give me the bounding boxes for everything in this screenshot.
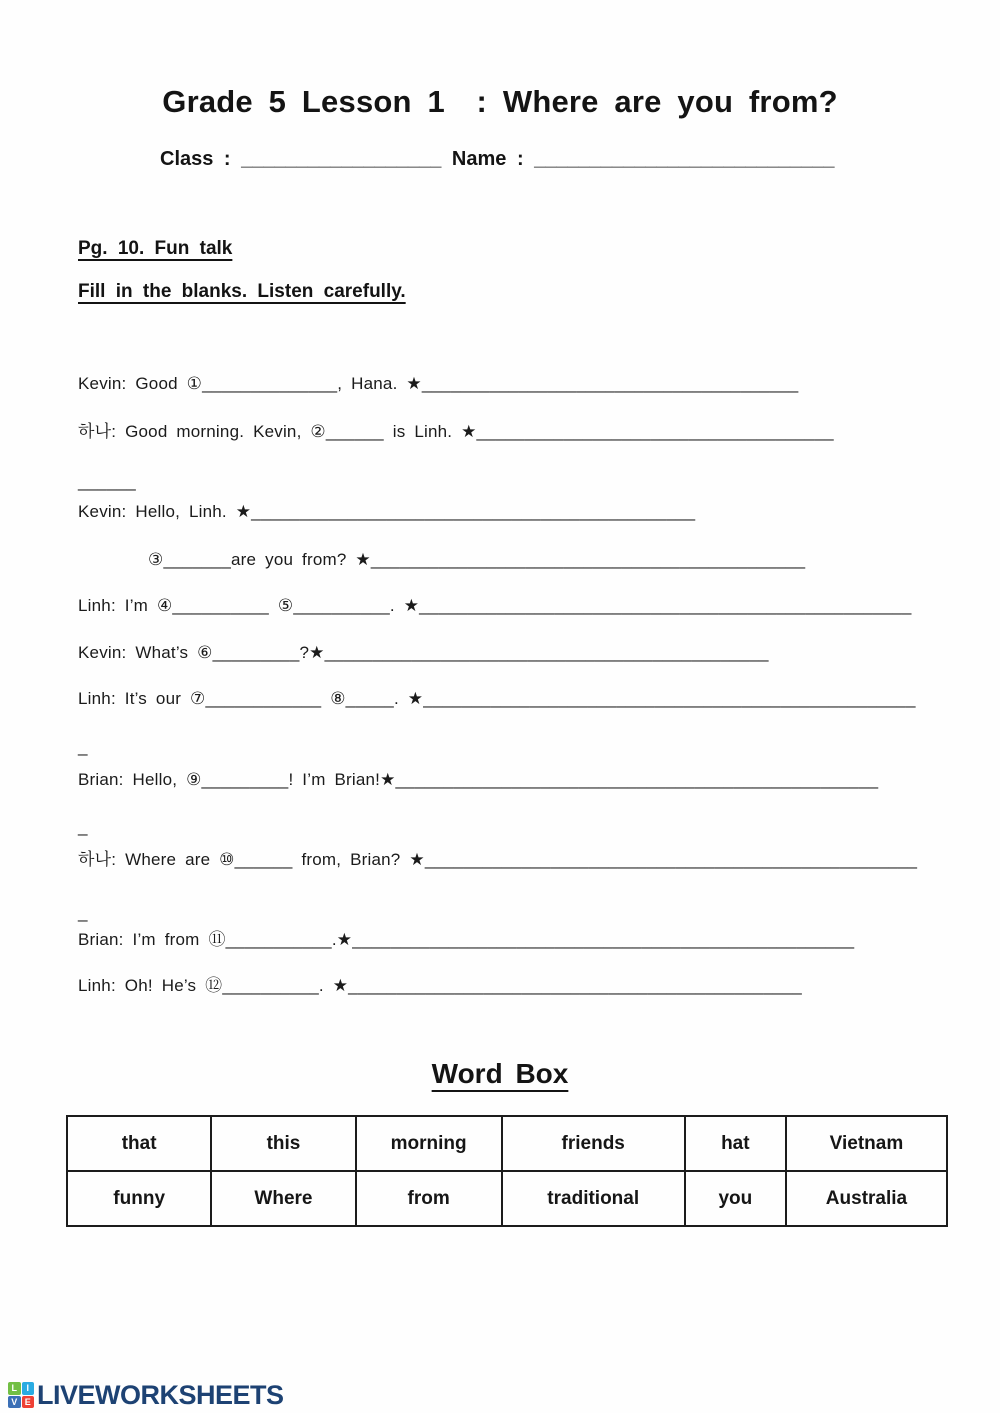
word-box-cell: Where: [211, 1171, 355, 1226]
dialogue-line-hana-2[interactable]: 하나: Where are ⑩______ from, Brian? ★___________________________________________________: [78, 850, 918, 869]
word-box-cell: funny: [67, 1171, 211, 1226]
word-box-cell: that: [67, 1116, 211, 1171]
word-box-title: Word Box: [431, 1058, 569, 1089]
instruction-heading: Fill in the blanks. Listen carefully.: [78, 281, 406, 302]
word-box-cell: friends: [502, 1116, 685, 1171]
logo-square-i: I: [22, 1382, 35, 1395]
logo-square-e: E: [22, 1396, 35, 1409]
word-box-cell: you: [685, 1171, 786, 1226]
class-name-line[interactable]: Class : __________________ Name : ___________________________: [160, 148, 835, 170]
dialogue-line-kevin-1[interactable]: Kevin: Good ①______________, Hana. ★_______________________________________: [78, 374, 799, 393]
word-box-row: [67, 1171, 947, 1226]
dialogue-line-kevin-2b[interactable]: ③_______are you from? ★_____________________________________________: [148, 550, 806, 569]
dialogue-line-linh-1[interactable]: Linh: I’m ④__________ ⑤__________. ★___________________________________________________: [78, 596, 912, 615]
dialogue-line-linh-2[interactable]: Linh: It’s our ⑦____________ ⑧_____. ★___________________________________________________: [78, 689, 916, 708]
word-box-cell: Vietnam: [786, 1116, 947, 1171]
dialogue-line-brian-1[interactable]: Brian: Hello, ⑨_________! I’m Brian!★__________________________________________________: [78, 770, 879, 789]
word-box-cell: this: [211, 1116, 355, 1171]
dialogue-line-linh-3[interactable]: Linh: Oh! He’s ⑫__________. ★_______________________________________________: [78, 976, 802, 995]
section-heading: Pg. 10. Fun talk: [78, 238, 233, 259]
dialogue-line-kevin-2[interactable]: Kevin: Hello, Linh. ★______________________________________________: [78, 502, 696, 521]
worksheet-title: Grade 5 Lesson 1 : Where are you from?: [162, 84, 838, 119]
brand-name: LIVEWORKSHEETS: [37, 1380, 284, 1410]
word-box-cell: Australia: [786, 1171, 947, 1226]
liveworksheets-logo-icon: [8, 1382, 34, 1408]
dialogue-line-brian-2[interactable]: Brian: I’m from ⑪___________.★____________________________________________________: [78, 930, 855, 949]
logo-square-v: V: [8, 1396, 21, 1409]
word-box-row: [67, 1116, 947, 1171]
dialogue-line-brian-1-wrap[interactable]: _: [78, 817, 88, 836]
dialogue-line-linh-2-wrap[interactable]: _: [78, 737, 88, 756]
word-box-cell: from: [356, 1171, 502, 1226]
logo-square-l: L: [8, 1382, 21, 1395]
word-box-table: [66, 1115, 948, 1227]
dialogue-line-hana-2-wrap[interactable]: _: [78, 903, 88, 922]
dialogue-line-kevin-3[interactable]: Kevin: What’s ⑥_________?★______________________________________________: [78, 643, 769, 662]
word-box-cell: morning: [356, 1116, 502, 1171]
dialogue-line-hana-1-wrap[interactable]: ______: [78, 472, 136, 491]
word-box-cell: traditional: [502, 1171, 685, 1226]
word-box-cell: hat: [685, 1116, 786, 1171]
dialogue-line-hana-1[interactable]: 하나: Good morning. Kevin, ②______ is Linh. ★_____________________________________: [78, 422, 834, 441]
